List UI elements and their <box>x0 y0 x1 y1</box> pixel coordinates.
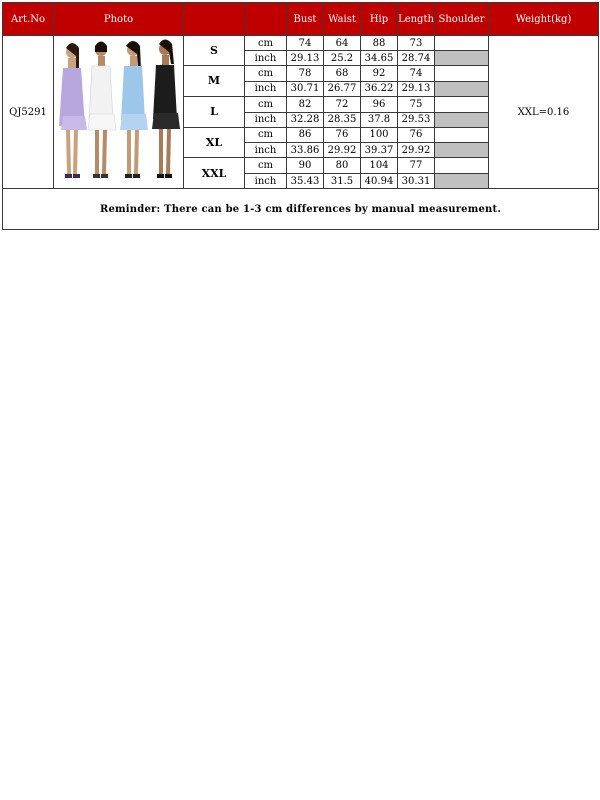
hip-cell: 92 <box>361 66 398 82</box>
shoulder-cell <box>435 158 489 174</box>
waist-cell: 29.92 <box>324 143 361 158</box>
shoulder-cell <box>435 174 489 189</box>
waist-cell: 68 <box>324 66 361 82</box>
unit-cell: inch <box>245 174 287 189</box>
header-length: Length <box>398 3 435 36</box>
length-cell: 74 <box>398 66 435 82</box>
unit-cell: cm <box>245 96 287 112</box>
size-label: XL <box>184 127 245 158</box>
shoulder-cell <box>435 127 489 143</box>
bust-cell: 74 <box>287 36 324 51</box>
header-hip: Hip <box>361 3 398 36</box>
bust-cell: 32.28 <box>287 112 324 127</box>
length-cell: 76 <box>398 127 435 143</box>
model-blue <box>120 41 148 178</box>
bust-cell: 35.43 <box>287 174 324 189</box>
header-photo: Photo <box>54 3 184 36</box>
length-cell: 73 <box>398 36 435 51</box>
header-waist: Waist <box>324 3 361 36</box>
size-chart-table <box>2 2 599 230</box>
unit-cell: cm <box>245 66 287 82</box>
unit-cell: cm <box>245 158 287 174</box>
model-white <box>88 42 116 179</box>
waist-cell: 31.5 <box>324 174 361 189</box>
models-illustration <box>55 36 183 188</box>
bust-cell: 30.71 <box>287 81 324 96</box>
shoulder-cell <box>435 143 489 158</box>
unit-cell: inch <box>245 112 287 127</box>
header-blank-size <box>184 3 245 36</box>
length-cell: 77 <box>398 158 435 174</box>
hip-cell: 34.65 <box>361 51 398 66</box>
article-number: QJ5291 <box>3 36 54 189</box>
size-label: M <box>184 66 245 97</box>
bust-cell: 29.13 <box>287 51 324 66</box>
weight-value: XXL=0.16 <box>489 36 599 189</box>
shoulder-cell <box>435 66 489 82</box>
reminder-row <box>3 189 599 230</box>
shoulder-cell <box>435 81 489 96</box>
hip-cell: 88 <box>361 36 398 51</box>
header-blank-unit <box>245 3 287 36</box>
table-row <box>3 36 599 51</box>
unit-cell: inch <box>245 81 287 96</box>
hip-cell: 40.94 <box>361 174 398 189</box>
size-label: L <box>184 96 245 127</box>
bust-cell: 86 <box>287 127 324 143</box>
waist-cell: 72 <box>324 96 361 112</box>
size-label: S <box>184 36 245 66</box>
bust-cell: 78 <box>287 66 324 82</box>
product-photo-cell <box>54 36 184 189</box>
waist-cell: 80 <box>324 158 361 174</box>
hip-cell: 96 <box>361 96 398 112</box>
bust-cell: 33.86 <box>287 143 324 158</box>
length-cell: 29.53 <box>398 112 435 127</box>
length-cell: 30.31 <box>398 174 435 189</box>
hip-cell: 36.22 <box>361 81 398 96</box>
hip-cell: 100 <box>361 127 398 143</box>
waist-cell: 25.2 <box>324 51 361 66</box>
size-label: XXL <box>184 158 245 189</box>
bust-cell: 82 <box>287 96 324 112</box>
length-cell: 75 <box>398 96 435 112</box>
shoulder-cell <box>435 51 489 66</box>
header-bust: Bust <box>287 3 324 36</box>
waist-cell: 64 <box>324 36 361 51</box>
waist-cell: 76 <box>324 127 361 143</box>
waist-cell: 26.77 <box>324 81 361 96</box>
hip-cell: 39.37 <box>361 143 398 158</box>
shoulder-cell <box>435 112 489 127</box>
hip-cell: 37.8 <box>361 112 398 127</box>
length-cell: 28.74 <box>398 51 435 66</box>
hip-cell: 104 <box>361 158 398 174</box>
unit-cell: inch <box>245 51 287 66</box>
unit-cell: inch <box>245 143 287 158</box>
waist-cell: 28.35 <box>324 112 361 127</box>
header-art-no: Art.No <box>3 3 54 36</box>
length-cell: 29.92 <box>398 143 435 158</box>
header-row <box>3 3 599 36</box>
header-weight: Weight(kg) <box>489 3 599 36</box>
length-cell: 29.13 <box>398 81 435 96</box>
shoulder-cell <box>435 96 489 112</box>
unit-cell: cm <box>245 36 287 51</box>
product-photo <box>55 36 183 188</box>
header-shoulder: Shoulder <box>435 3 489 36</box>
model-lavender <box>59 43 87 178</box>
bust-cell: 90 <box>287 158 324 174</box>
unit-cell: cm <box>245 127 287 143</box>
reminder-text: Reminder: There can be 1-3 cm differences by manual measurement. <box>3 189 599 230</box>
shoulder-cell <box>435 36 489 51</box>
model-black <box>152 40 180 179</box>
